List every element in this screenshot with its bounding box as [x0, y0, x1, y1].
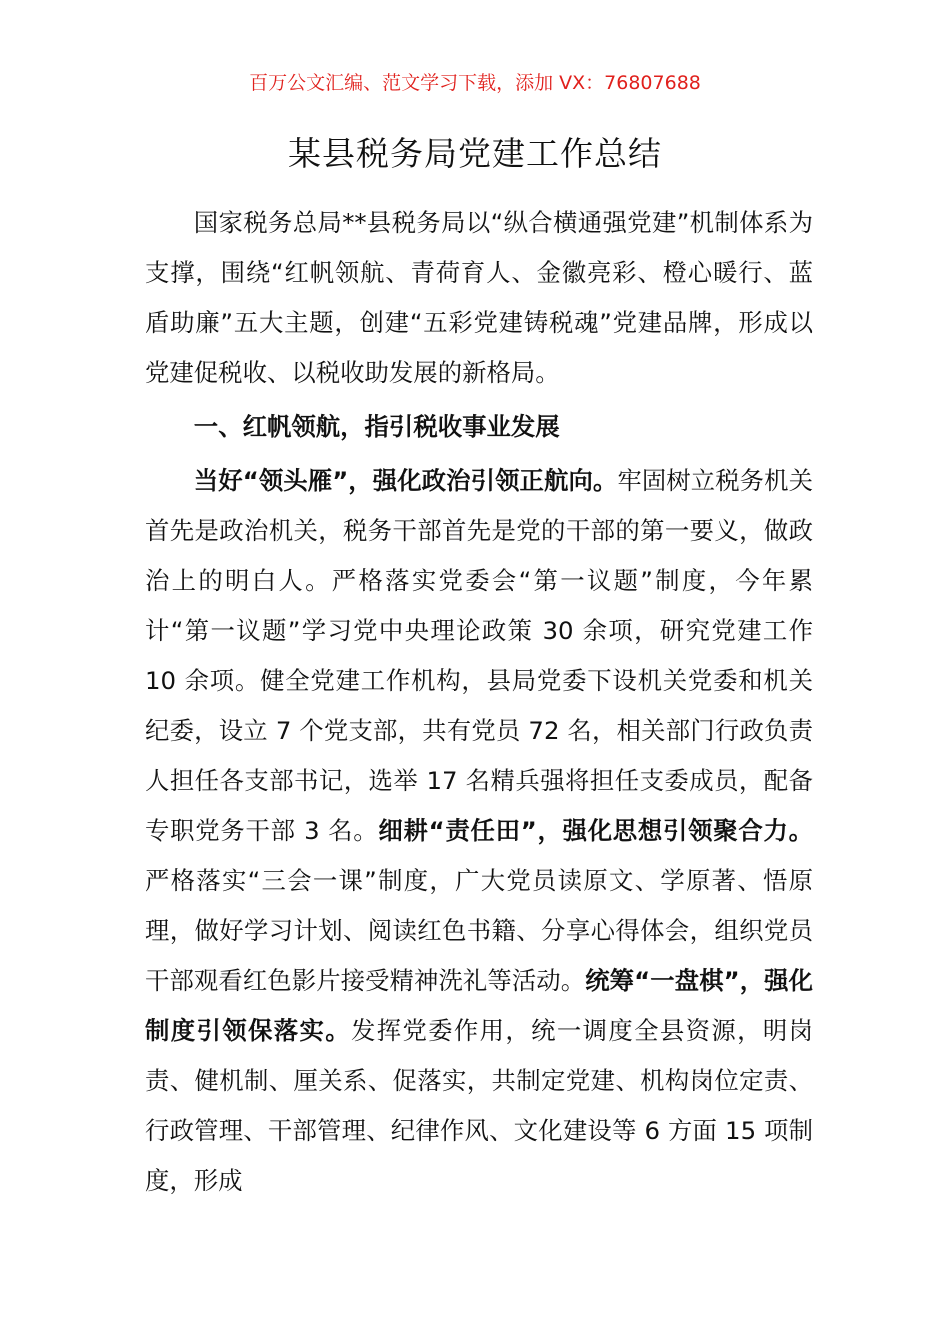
document-body	[145, 198, 813, 1206]
intro-paragraph: 国家税务总局**县税务局以“纵合横通强党建”机制体系为支撑，围绕“红帆领航、青荷育人、金徽亮彩、橙心暖行、蓝盾助廉”五大主题，创建“五彩党建铸税魂”党建品牌，形成以党建促税收、以税收助发展的新格局。	[145, 208, 813, 387]
section-heading: 一、红帆领航，指引税收事业发展	[193, 412, 560, 441]
paragraph-text-3: 发挥党委作用，统一调度全县资源，明岗责、健机制、厘关系、促落实，共制定党建、机构岗位定责、行政管理、干部管理、纪律作风、文化建设等 6 方面 15 项制度，形成	[145, 1016, 813, 1195]
section-paragraph	[145, 456, 813, 1206]
bold-lead-3: 统筹“一盘棋”，强化制度引领保落实。	[145, 966, 813, 1045]
paragraph-text-2: 严格落实“三会一课”制度，广大党员读原文、学原著、悟原理，做好学习计划、阅读红色书籍、分享心得体会，组织党员干部观看红色影片接受精神洗礼等活动。	[145, 866, 813, 995]
bold-lead-1: 当好“领头雁”，强化政治引领正航向。	[193, 466, 618, 495]
bold-lead-2: 细耕“责任田”，强化思想引领聚合力。	[378, 816, 813, 845]
watermark-banner: 百万公文汇编、范文学习下载，添加 VX：76807688	[249, 72, 701, 94]
paragraph-text-1: 牢固树立税务机关首先是政治机关，税务干部首先是党的干部的第一要义，做政治上的明白人。严格落实党委会“第一议题”制度，今年累计“第一议题”学习党中央理论政策 30 余项，研究党建工作 10 余项。健全党建工作机构，县局党委下设机关党委和机关纪委，设立 7 个党支部，共有党员 72 名，相关部门行政负责人担任各支部书记，选举 17 名精兵强将担任支委成员，配备专职党务干部 3 名。	[145, 466, 813, 845]
document-title: 某县税务局党建工作总结	[288, 134, 662, 173]
